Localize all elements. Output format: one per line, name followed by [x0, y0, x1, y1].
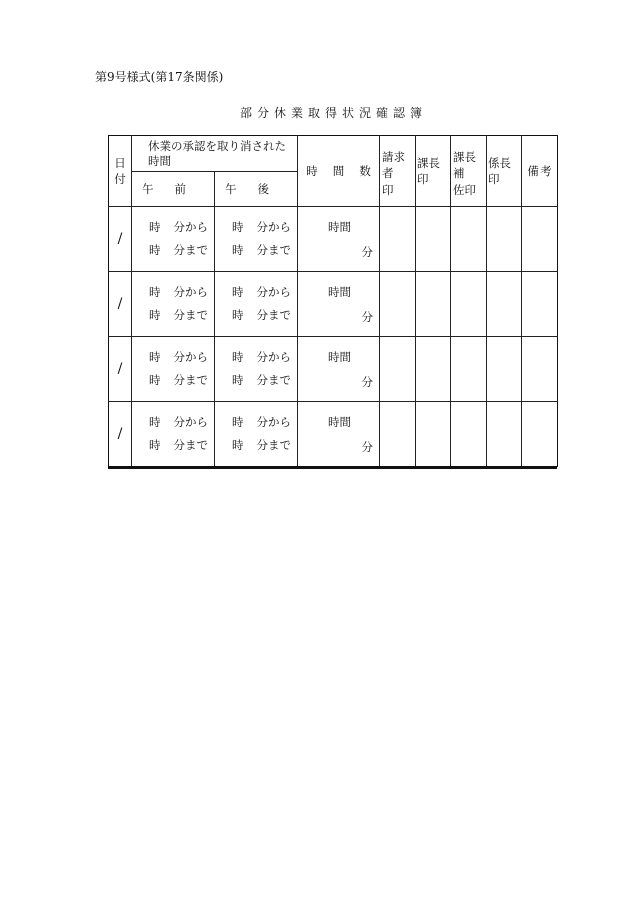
am-from-hour: 時 [149, 285, 161, 299]
am-from-minute: 分から [173, 350, 208, 364]
pm-from-hour: 時 [232, 415, 244, 429]
header-requester-line-1: 請求者 [382, 150, 405, 180]
document-title: 部分休業取得状況確認簿 [240, 106, 428, 120]
subsection-chief-seal-cell[interactable] [487, 337, 522, 402]
am-from-minute: 分から [173, 220, 208, 234]
section-chief-seal-cell[interactable] [416, 207, 451, 272]
leave-record-sheet [108, 135, 557, 469]
requester-seal-cell[interactable] [380, 402, 416, 467]
hours-unit: 時間 [328, 415, 351, 429]
pm-from-hour: 時 [232, 220, 244, 234]
am-time-cell[interactable] [132, 272, 215, 337]
table-row [109, 402, 558, 467]
header-requester-line-2: 印 [382, 183, 394, 197]
assistant-chief-seal-cell[interactable] [451, 272, 487, 337]
header-subsection-chief-seal: 係長印 [487, 136, 522, 207]
pm-from-minute: 分から [256, 415, 291, 429]
minutes-unit: 分 [361, 310, 373, 324]
header-assistant-line-1: 課長補 [453, 150, 476, 180]
pm-to-minute: 分まで [256, 308, 291, 322]
leave-record-table [108, 135, 558, 467]
pm-from-minute: 分から [256, 285, 291, 299]
header-cancelled-time: 休業の承認を取り消された時間 [132, 136, 298, 172]
header-pm-char-1: 午 [225, 182, 237, 196]
header-hours-char-2: 間 [332, 164, 345, 178]
am-time-cell[interactable] [132, 337, 215, 402]
am-time-cell[interactable] [132, 402, 215, 467]
hours-unit: 時間 [328, 220, 351, 234]
header-am [132, 172, 215, 207]
table-row [109, 272, 558, 337]
date-cell[interactable]: / [109, 207, 132, 272]
header-hours-char-3: 数 [359, 164, 371, 178]
minutes-unit: 分 [361, 375, 373, 389]
header-hours-char-1: 時 [306, 164, 318, 178]
header-requester [380, 136, 416, 207]
date-cell[interactable]: / [109, 402, 132, 467]
am-from-hour: 時 [149, 415, 161, 429]
remarks-cell[interactable] [522, 207, 558, 272]
header-am-char-1: 午 [142, 182, 154, 196]
pm-time-cell[interactable] [215, 337, 298, 402]
section-chief-seal-cell[interactable] [416, 402, 451, 467]
header-am-char-2: 前 [174, 182, 186, 196]
header-section-chief-seal: 課長印 [416, 136, 451, 207]
table-row [109, 207, 558, 272]
pm-time-cell[interactable] [215, 272, 298, 337]
requester-seal-cell[interactable] [380, 272, 416, 337]
requester-seal-cell[interactable] [380, 337, 416, 402]
subsection-chief-seal-cell[interactable] [487, 272, 522, 337]
pm-to-hour: 時 [232, 373, 244, 387]
pm-to-minute: 分まで [256, 373, 291, 387]
am-from-hour: 時 [149, 220, 161, 234]
header-assistant-chief [451, 136, 487, 207]
am-from-minute: 分から [173, 415, 208, 429]
header-date: 日付 [109, 136, 132, 207]
header-pm [215, 172, 298, 207]
table-row [109, 337, 558, 402]
header-row-top [109, 136, 558, 172]
remarks-cell[interactable] [522, 402, 558, 467]
am-to-minute: 分まで [173, 308, 208, 322]
assistant-chief-seal-cell[interactable] [451, 207, 487, 272]
pm-to-hour: 時 [232, 243, 244, 257]
section-chief-seal-cell[interactable] [416, 272, 451, 337]
hours-count-cell[interactable] [298, 272, 380, 337]
pm-time-cell[interactable] [215, 402, 298, 467]
header-remarks [522, 136, 558, 207]
hours-count-cell[interactable] [298, 337, 380, 402]
pm-from-hour: 時 [232, 350, 244, 364]
am-time-cell[interactable] [132, 207, 215, 272]
am-to-minute: 分まで [173, 438, 208, 452]
hours-count-cell[interactable] [298, 207, 380, 272]
am-from-hour: 時 [149, 350, 161, 364]
subsection-chief-seal-cell[interactable] [487, 402, 522, 467]
pm-to-hour: 時 [232, 308, 244, 322]
am-to-hour: 時 [149, 243, 161, 257]
requester-seal-cell[interactable] [380, 207, 416, 272]
pm-from-minute: 分から [256, 350, 291, 364]
pm-from-minute: 分から [256, 220, 291, 234]
date-cell[interactable]: / [109, 272, 132, 337]
minutes-unit: 分 [361, 245, 373, 259]
remarks-cell[interactable] [522, 272, 558, 337]
am-from-minute: 分から [173, 285, 208, 299]
header-hours-count [298, 136, 380, 207]
pm-from-hour: 時 [232, 285, 244, 299]
am-to-minute: 分まで [173, 373, 208, 387]
assistant-chief-seal-cell[interactable] [451, 337, 487, 402]
pm-to-minute: 分まで [256, 243, 291, 257]
hours-count-cell[interactable] [298, 402, 380, 467]
am-to-hour: 時 [149, 308, 161, 322]
minutes-unit: 分 [361, 440, 373, 454]
am-to-hour: 時 [149, 373, 161, 387]
remarks-cell[interactable] [522, 337, 558, 402]
hours-unit: 時間 [328, 285, 351, 299]
am-to-hour: 時 [149, 438, 161, 452]
pm-to-minute: 分まで [256, 438, 291, 452]
pm-time-cell[interactable] [215, 207, 298, 272]
pm-to-hour: 時 [232, 438, 244, 452]
header-remarks-char-1: 備 [527, 164, 539, 178]
form-number-label: 第9号様式(第17条関係) [95, 70, 224, 84]
subsection-chief-seal-cell[interactable] [487, 207, 522, 272]
date-cell[interactable]: / [109, 337, 132, 402]
am-to-minute: 分まで [173, 243, 208, 257]
header-remarks-char-2: 考 [540, 164, 552, 178]
section-chief-seal-cell[interactable] [416, 337, 451, 402]
hours-unit: 時間 [328, 350, 351, 364]
header-pm-char-2: 後 [257, 182, 269, 196]
header-assistant-line-2: 佐印 [453, 183, 476, 197]
assistant-chief-seal-cell[interactable] [451, 402, 487, 467]
